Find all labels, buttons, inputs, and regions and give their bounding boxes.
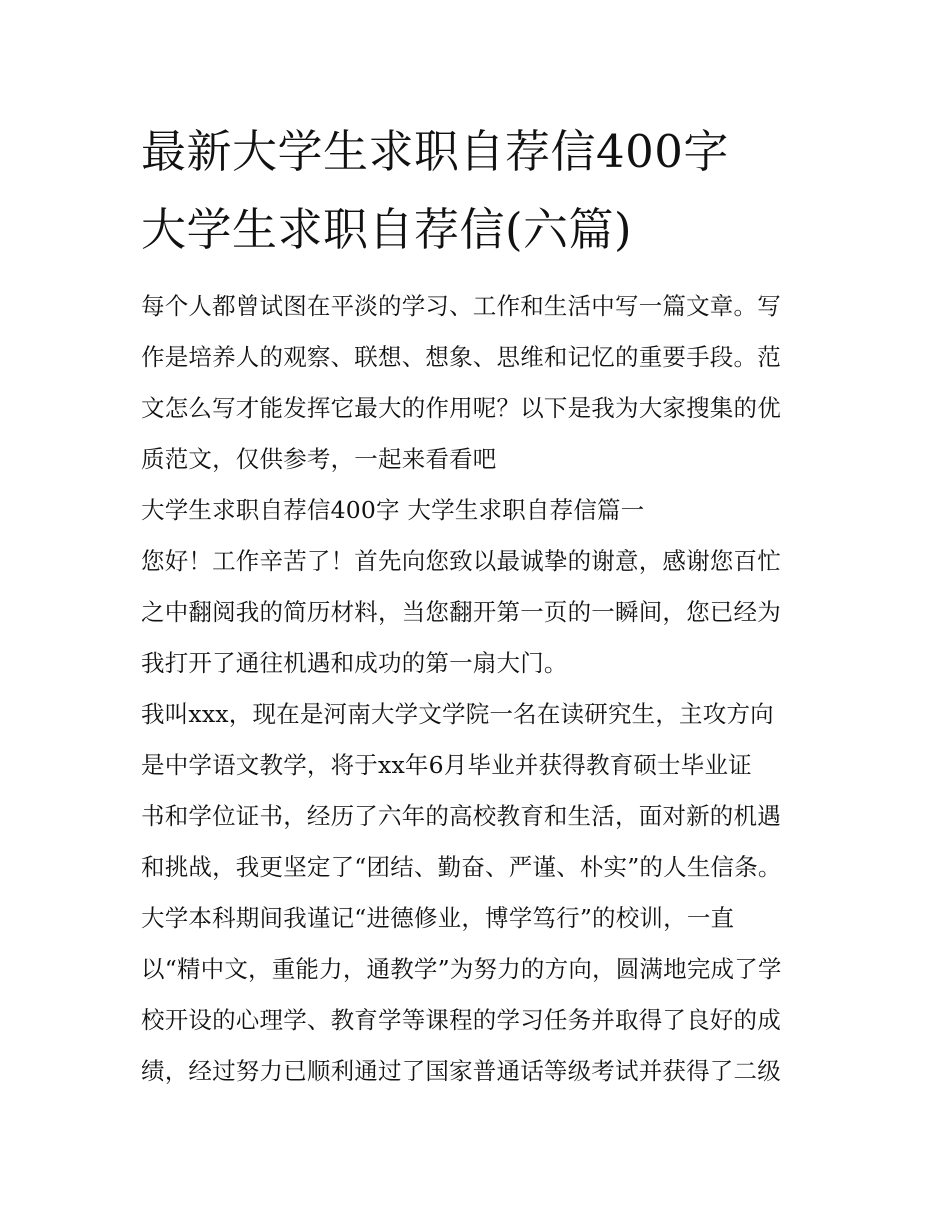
body-line: 您好！工作辛苦了！首先向您致以最诚挚的谢意，感谢您百忙: [141, 547, 781, 575]
body-line: 书和学位证书，经历了六年的高校教育和生活，面对新的机遇: [141, 802, 781, 830]
document-title: [141, 113, 813, 269]
body-line: 是中学语文教学，将于xx年6月毕业并获得教育硕士毕业证: [141, 751, 752, 779]
title-line-2: 大学生求职自荐信(六篇): [141, 203, 633, 256]
section-heading: 大学生求职自荐信400字 大学生求职自荐信篇一: [141, 496, 645, 524]
body-line: 大学本科期间我谨记“进德修业，博学笃行”的校训，一直: [141, 904, 735, 932]
body-line: 我打开了通往机遇和成功的第一扇大门。: [141, 649, 568, 677]
body-line: 校开设的心理学、教育学等课程的学习任务并取得了良好的成: [141, 1006, 781, 1034]
body-line: 作是培养人的观察、联想、想象、思维和记忆的重要手段。范: [141, 343, 781, 371]
document-content: [141, 113, 813, 1097]
body-line: 绩，经过努力已顺利通过了国家普通话等级考试并获得了二级: [141, 1057, 781, 1085]
body-line: 之中翻阅我的简历材料，当您翻开第一页的一瞬间，您已经为: [141, 598, 781, 626]
body-line: 文怎么写才能发挥它最大的作用呢？以下是我为大家搜集的优: [141, 394, 781, 422]
body-line: 每个人都曾试图在平淡的学习、工作和生活中写一篇文章。写: [141, 292, 781, 320]
document-body: [141, 281, 813, 1097]
body-line: 和挑战，我更坚定了“团结、勤奋、严谨、朴实”的人生信条。: [141, 853, 782, 881]
title-line-1: 最新大学生求职自荐信400字: [141, 125, 729, 178]
body-line: 我叫xxx，现在是河南大学文学院一名在读研究生，主攻方向: [141, 700, 774, 728]
body-line: 质范文，仅供参考，一起来看看吧: [141, 445, 497, 473]
body-line: 以“精中文，重能力，通教学”为努力的方向，圆满地完成了学: [141, 955, 782, 983]
